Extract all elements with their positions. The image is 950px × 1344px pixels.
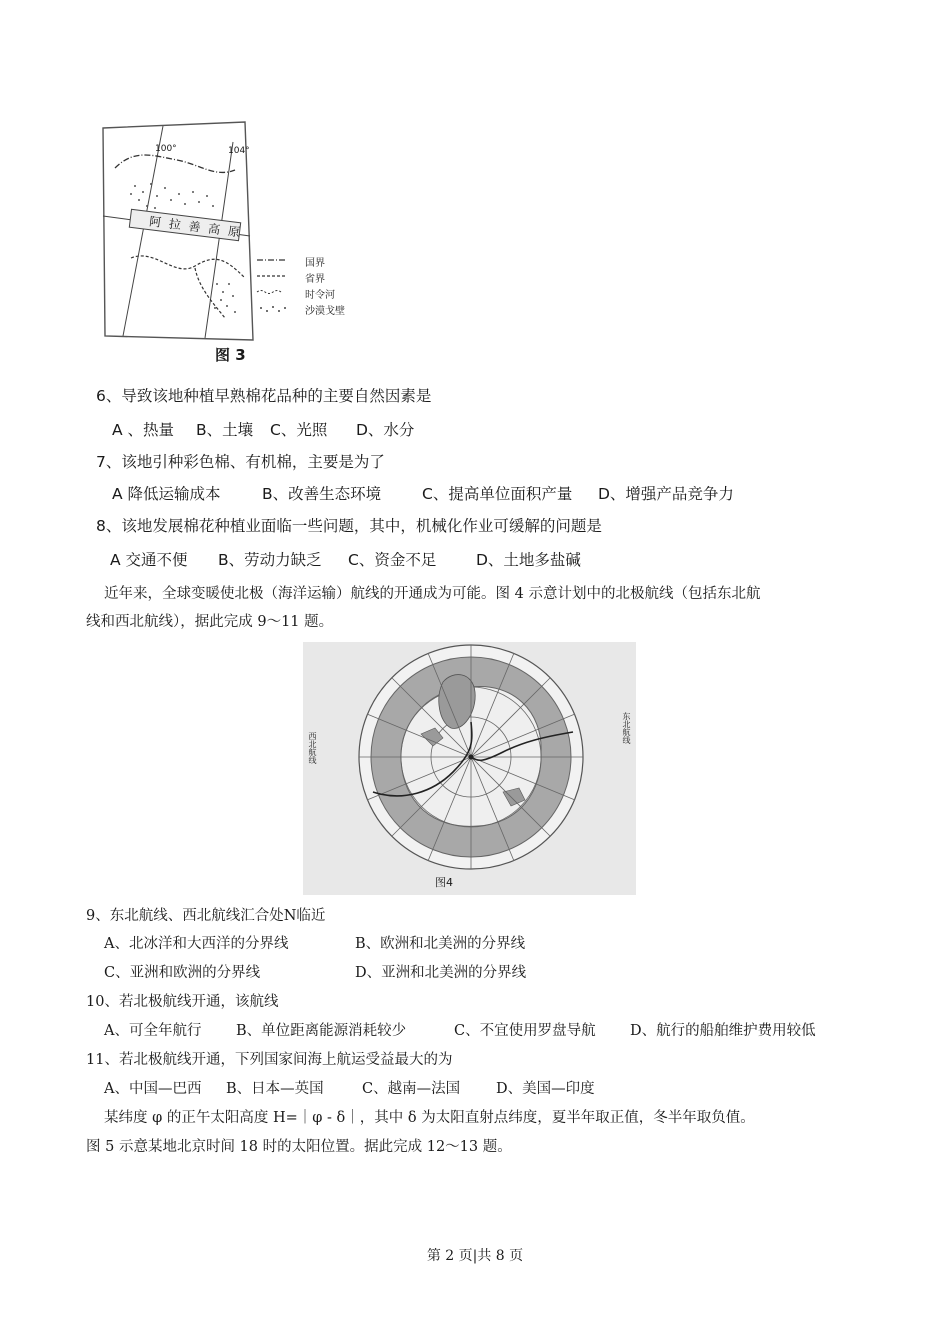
question-7-option-b: B、改善生态环境 — [262, 485, 382, 503]
question-8-option-b: B、劳动力缺乏 — [218, 551, 322, 569]
question-8-option-c: C、资金不足 — [348, 551, 437, 569]
question-11-option-a: A、中国—巴西 — [104, 1081, 202, 1097]
north-pole-point — [469, 755, 474, 760]
figure-4-svg — [303, 642, 636, 895]
northeast-route-label: 东北航线 — [622, 712, 631, 744]
question-9-option-b: B、欧洲和北美洲的分界线 — [355, 936, 526, 952]
question-7-option-a: A 降低运输成本 — [112, 485, 221, 503]
page-footer: 第 2 页|共 8 页 — [426, 1248, 524, 1264]
question-6-stem: 6、导致该地种植早熟棉花品种的主要自然因素是 — [96, 387, 432, 405]
legend-border-label: 国界 — [305, 258, 325, 269]
figure-4-polar-map — [303, 642, 636, 895]
lon-100-label: 100° — [155, 144, 177, 154]
desert-dots — [130, 183, 236, 313]
sun-intro-line-1: 某纬度 φ 的正午太阳高度 H=｜φ - δ｜，其中 δ 为太阳直射点纬度，夏半年取正值，冬半年取负值。 — [104, 1110, 755, 1126]
question-11-stem: 11、若北极航线开通，下列国家间海上航运受益最大的为 — [86, 1052, 453, 1068]
plateau-label: 阿 拉 善 高 原 — [148, 214, 243, 240]
question-7-option-d: D、增强产品竞争力 — [598, 485, 734, 503]
legend-province-label: 省界 — [305, 274, 325, 285]
question-7-option-c: C、提高单位面积产量 — [422, 485, 573, 503]
province-border-2 — [195, 268, 225, 318]
figure-3-caption: 图 3 — [215, 346, 246, 364]
question-11-option-c: C、越南—法国 — [362, 1081, 461, 1097]
northwest-route-label: 西北航线 — [308, 732, 317, 764]
question-9-stem: 9、东北航线、西北航线汇合处N临近 — [86, 908, 326, 924]
question-6-option-c: C、光照 — [270, 421, 328, 439]
province-border — [131, 256, 245, 278]
figure-4-caption: 图4 — [435, 876, 453, 889]
question-10-option-c: C、不宜使用罗盘导航 — [454, 1023, 596, 1039]
question-6-option-a: A 、热量 — [112, 421, 175, 439]
legend-river-label: 时令河 — [305, 290, 335, 301]
legend-desert-label: 沙漠戈壁 — [305, 306, 345, 317]
legend-symbol-desert — [260, 306, 286, 312]
question-11-option-b: B、日本—英国 — [226, 1081, 324, 1097]
question-9-option-a: A、北冰洋和大西洋的分界线 — [104, 936, 289, 952]
question-9-option-d: D、亚洲和北美洲的分界线 — [355, 965, 527, 981]
question-6-option-b: B、土壤 — [196, 421, 254, 439]
lon-104-label: 104° — [228, 146, 250, 156]
question-8-option-d: D、土地多盐碱 — [476, 551, 581, 569]
question-8-option-a: A 交通不便 — [110, 551, 188, 569]
question-10-option-b: B、单位距离能源消耗较少 — [236, 1023, 407, 1039]
meridian-104 — [205, 142, 233, 338]
sun-intro-line-2: 图 5 示意某地北京时间 18 时的太阳位置。据此完成 12～13 题。 — [86, 1139, 512, 1155]
question-8-stem: 8、该地发展棉花种植业面临一些问题，其中，机械化作业可缓解的问题是 — [96, 517, 602, 535]
question-7-stem: 7、该地引种彩色棉、有机棉，主要是为了 — [96, 453, 385, 471]
arctic-intro-line-2: 线和西北航线），据此完成 9～11 题。 — [86, 614, 334, 630]
figure-3-map — [95, 108, 375, 368]
question-9-option-c: C、亚洲和欧洲的分界线 — [104, 965, 261, 981]
question-11-option-d: D、美国—印度 — [496, 1081, 595, 1097]
question-10-option-d: D、航行的船舶维护费用较低 — [630, 1023, 816, 1039]
question-10-option-a: A、可全年航行 — [104, 1023, 202, 1039]
arctic-intro-line-1: 近年来，全球变暖使北极（海洋运输）航线的开通成为可能。图 4 示意计划中的北极航线（包括东北航 — [104, 586, 761, 602]
legend-symbol-river — [257, 291, 281, 294]
question-10-stem: 10、若北极航线开通，该航线 — [86, 994, 279, 1010]
national-border — [115, 155, 235, 172]
question-6-option-d: D、水分 — [356, 421, 415, 439]
